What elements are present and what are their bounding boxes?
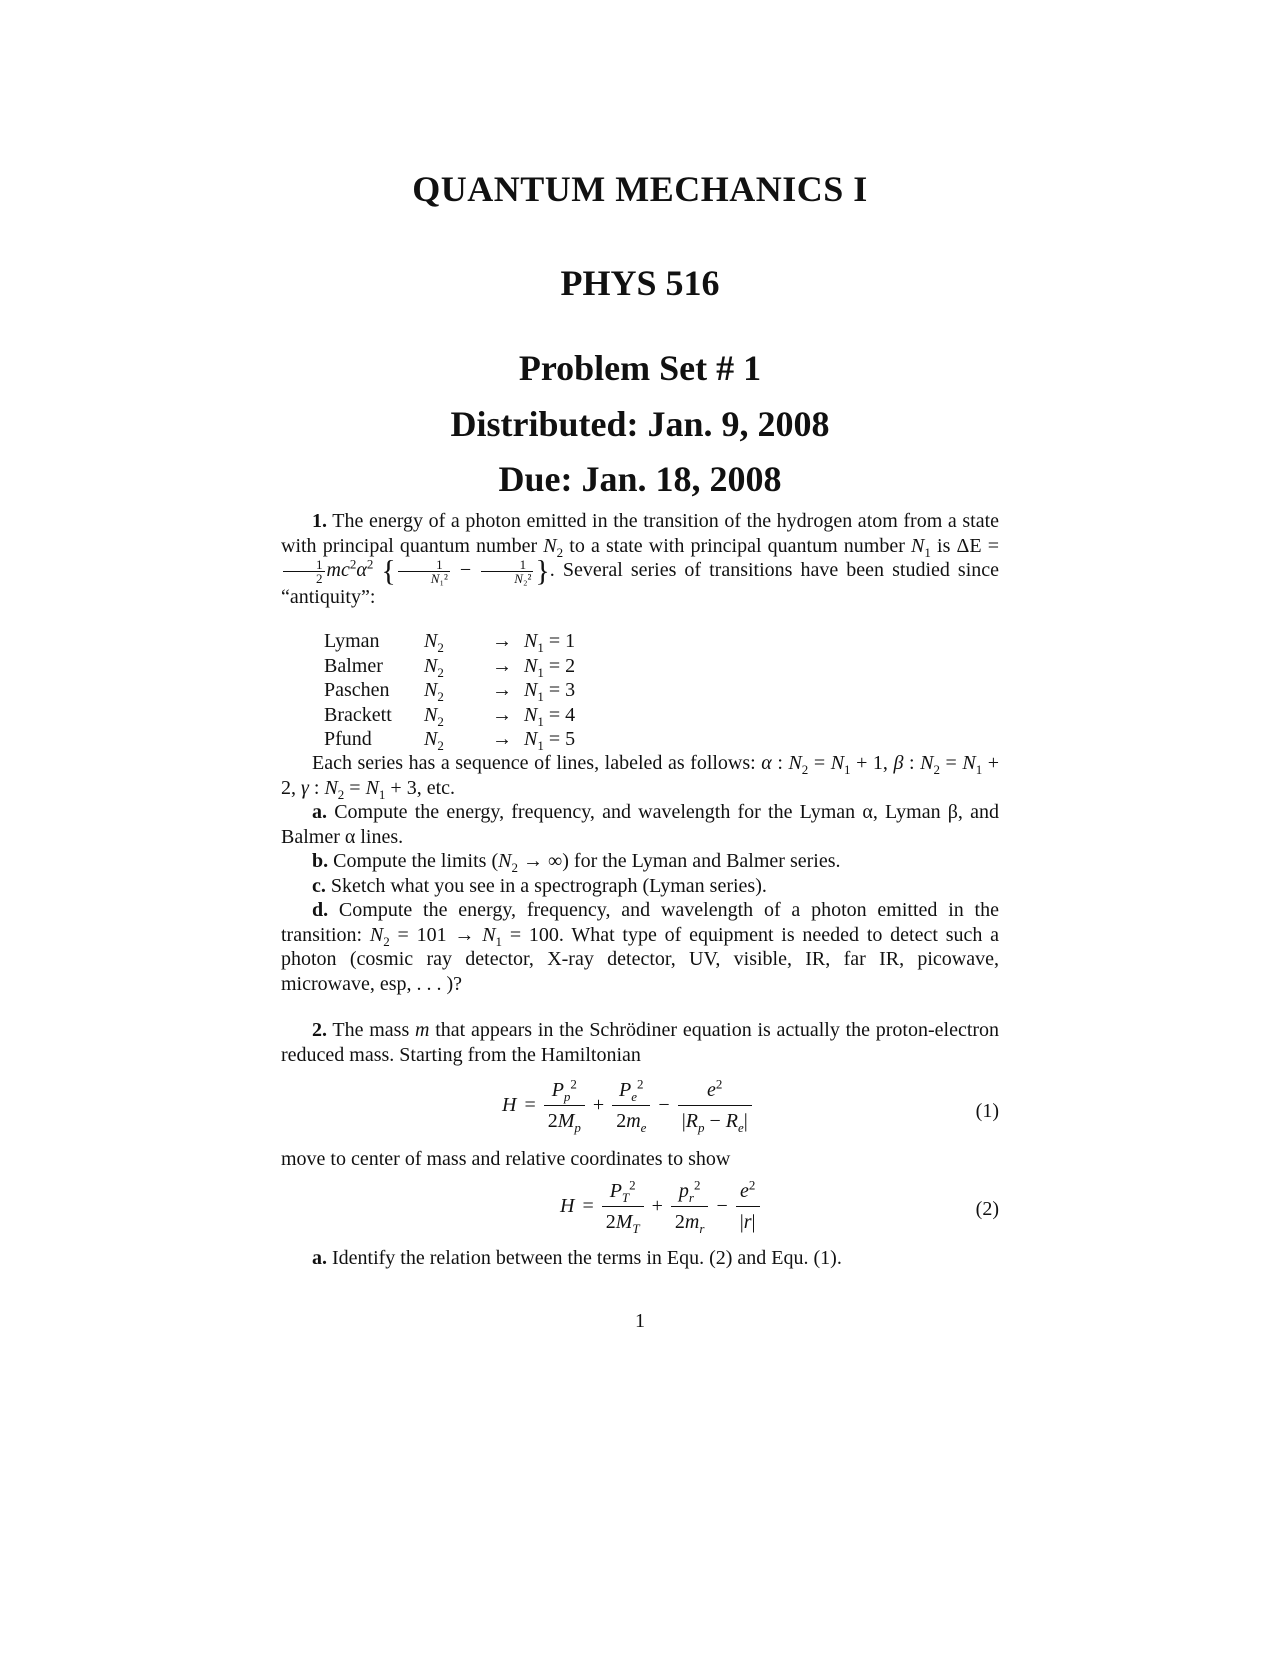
series-final-value: 1	[565, 630, 576, 652]
series-row	[324, 727, 575, 752]
part-1b-pre: Compute the limits	[333, 850, 487, 872]
series-final-state: $N_1 = 1$	[524, 630, 576, 655]
series-name: Paschen	[324, 679, 390, 701]
series-final-value: 4	[565, 703, 576, 726]
series-final-value: 3	[565, 679, 576, 701]
course-code: PHYS 516	[560, 263, 720, 303]
problem-2-intro-pre: The mass	[332, 1019, 410, 1041]
problem-2-intro: 2. The mass m that appears in the Schrödiner equation is actually the proton-electron reduced mass. Starting from the Hamiltonian	[281, 1019, 1000, 1066]
series-initial-state: $N_2$	[424, 703, 444, 729]
part-1c	[281, 874, 999, 899]
series-initial-state: $N_2$	[424, 679, 444, 704]
series-name: Balmer	[324, 654, 383, 677]
arrow-icon: →	[492, 703, 512, 726]
problem-1-intro-b: to a state with principal quantum number	[569, 534, 905, 557]
series-final-state: $N_1 = 5$	[524, 728, 576, 753]
series-final-state: $N_1 = 2$	[524, 654, 576, 680]
part-1b-label: b.	[312, 850, 329, 872]
distributed-date: Distributed: Jan. 9, 2008	[450, 404, 830, 444]
problem-set-title: Problem Set # 1	[518, 348, 762, 388]
problem-1-number: 1.	[312, 510, 327, 532]
problem-1-intro-d: Several series of transitions have been studied since “antiquity”:	[281, 559, 1000, 608]
part-1c-label: c.	[312, 874, 326, 897]
course-title: QUANTUM MECHANICS I	[412, 169, 868, 209]
part-1a	[281, 800, 999, 849]
series-row	[324, 654, 575, 679]
page-number: 1	[635, 1310, 645, 1332]
part-1a-label: a.	[312, 801, 327, 823]
series-final-value: 2	[565, 654, 576, 677]
problem-1-intro: 1. The energy of a photon emitted in the transition of the hydrogen atom from a state with principal quantum number $N_2$ to a state with principal quantum number $N_1$ is ΔE = $\frac{1}{2}$ $mc^2\alpha^2$ { $\frac{1}{\text{N₁²}}$ − $\frac{1}{\text{N₂²}}$ }. Several series of transitions have been studied since “antiquity”:	[281, 510, 1000, 608]
arrow-icon: →	[492, 679, 512, 701]
problem-2-number: 2.	[312, 1019, 327, 1041]
problem-2-intro-post: that appears in the Schrödiner equation is actually the proton-electron reduced mass. Starting from the Hamiltonian	[281, 1019, 1000, 1066]
problem-2-between	[281, 1147, 999, 1172]
series-name: Pfund	[324, 728, 372, 750]
part-1d-pre: Compute the energy, frequency, and wavelength of a photon emitted in the transition:	[281, 899, 999, 946]
between-text: move to center of mass and relative coordinates to show	[281, 1148, 731, 1170]
equation-2-label: (2)	[975, 1198, 999, 1220]
part-1c-text: Sketch what you see in a spectrograph (Lyman series).	[330, 874, 767, 897]
part-2a-text: Identify the relation between the terms in Equ. (2) and Equ. (1).	[332, 1247, 842, 1269]
series-row	[324, 703, 575, 728]
equation-1-label: (1)	[975, 1100, 999, 1122]
part-1b: b. Compute the limits ($N_2$ → ∞) for the Lyman and Balmer series.	[312, 850, 841, 875]
part-1a-text: Compute the energy, frequency, and wavelength for the Lyman α, Lyman β, and Balmer α lines.	[281, 801, 999, 848]
series-final-state: $N_1 = 4$	[524, 703, 576, 729]
lines-text: Each series has a sequence of lines, labeled as follows:	[312, 752, 756, 774]
part-1d-post: What type of equipment is needed to detect such a photon (cosmic ray detector, X-ray detector, UV, visible, IR, far IR, picowave, microwave, esp, . . . )?	[281, 923, 1000, 995]
part-1b-post: for the Lyman and Balmer series.	[573, 850, 841, 872]
problem-1-intro-c: is	[937, 534, 951, 557]
part-1d-label: d.	[312, 899, 329, 921]
equation-2: H = $\frac{P_T^2}{2M_T}$ + $\frac{p_r^2}{2m_r}$ − $\frac{e^2}{|r|}$	[556, 1178, 764, 1235]
series-row	[324, 678, 575, 703]
series-table	[324, 629, 575, 752]
due-date: Due: Jan. 18, 2008	[498, 459, 782, 499]
arrow-icon: →	[492, 630, 512, 652]
energy-formula: ΔE = $\frac{1}{2}$ $mc^2\alpha^2$ { $\frac{1}{\text{N₁²}}$ − $\frac{1}{\text{N₂²}}$ }.	[281, 535, 999, 582]
part-2a-label: a.	[312, 1247, 327, 1269]
arrow-icon: →	[492, 728, 512, 750]
arrow-icon: →	[492, 654, 512, 677]
series-initial-state: $N_2$	[424, 654, 444, 680]
part-1d: d. Compute the energy, frequency, and wavelength of a photon emitted in the transition: $N_2 = 101 \to N_1 = 100$. What type of equipment is needed to detect such a photon (cosmic ray detector, X-ray detector, UV, visible, IR, far IR, picowave, microwave, esp, . . . )?	[281, 899, 1000, 995]
equation-1: H = $\frac{P_p^2}{2M_p}$ + $\frac{P_e^2}{2m_e}$ − $\frac{e^2}{|R_p - R_e|}$	[498, 1077, 756, 1134]
lines-labels: Each series has a sequence of lines, labeled as follows: α : $N_2 = N_1 + 1$, β : $N_2 = N_1 + 2$, γ : $N_2 = N_1 + 3$, etc.	[281, 752, 1000, 802]
problem-1-intro-a: The energy of a photon emitted in the transition of the hydrogen atom from a state with principal quantum number	[281, 510, 999, 557]
lines-etc: etc.	[426, 776, 456, 799]
series-name: Lyman	[324, 630, 380, 652]
part-2a	[281, 1246, 999, 1271]
series-final-value: 5	[565, 728, 576, 750]
problem-1-parts	[281, 751, 999, 996]
series-initial-state: $N_2$	[424, 630, 444, 655]
series-name: Brackett	[324, 703, 392, 726]
series-final-state: $N_1 = 3$	[524, 679, 576, 704]
series-initial-state: $N_2$	[424, 728, 444, 753]
series-row	[324, 629, 575, 654]
